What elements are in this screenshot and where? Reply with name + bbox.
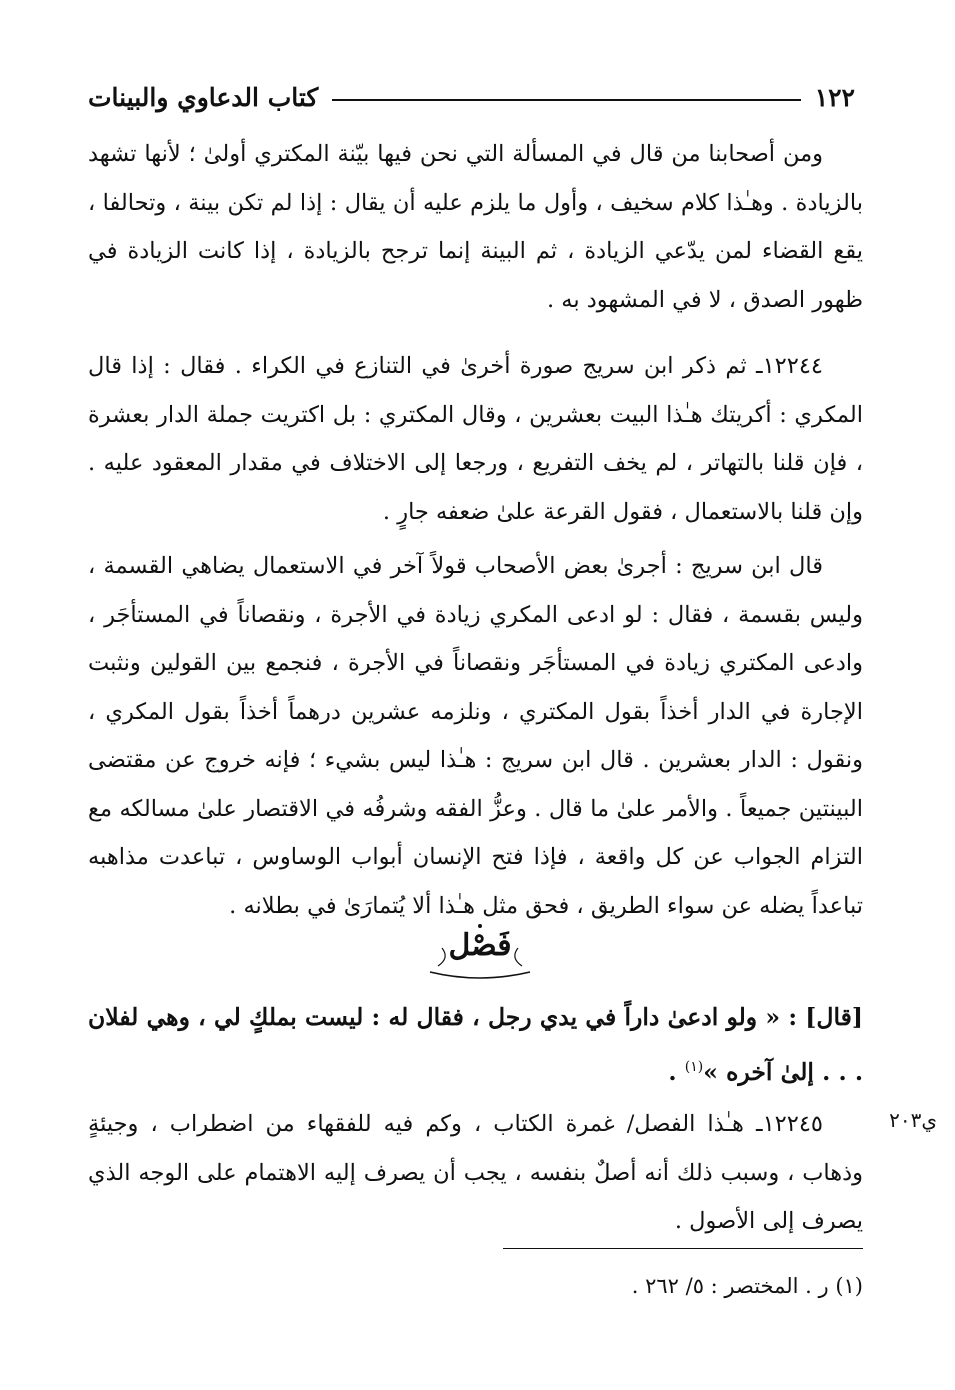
paragraph-1: ومن أصحابنا من قال في المسألة التي نحن فيها بيّنة المكتري أولىٰ ؛ لأنها تشهد بالزيادة . وهـٰذا كلام سخيف ، وأول ما يلزم عليه أن يقال : إذا لم تكن بينة ، وتحالفا ، يقع القضاء لمن يدّعي الزيادة ، ثم البينة إنما ترجح بالزيادة ، إذا كانت الزيادة في ظهور الصدق ، لا في المشهود به .	[88, 141, 863, 313]
footnote: (١) ر . المختصر : ٥/ ٢٦٢ .	[631, 1274, 863, 1298]
section-ornament	[420, 918, 540, 984]
book-title: كتاب الدعاوي والبينات	[88, 82, 319, 112]
footnote-divider	[503, 1248, 863, 1249]
paragraph-ibn-surayj: قال ابن سريج : أجرىٰ بعض الأصحاب قولاً آخر في الاستعمال يضاهي القسمة ، وليس بقسمة ، فقال : لو ادعى المكري زيادة في الأجرة ، ونقصاناً في المستأجَر ، وادعى المكتري زيادة في المستأجَر ونقصاناً في الأجرة ، فنجمع بين القولين ونثبت الإجارة في الدار أخذاً بقول المكتري ، ونلزمه عشرين درهماً أخذاً بقول المكري ، ونقول : الدار بعشرين . قال ابن سريج : هـٰذا ليس بشيء ؛ فإنه خروج عن مقتضى البينتين جميعاً . والأمر علىٰ ما قال . وعزُّ الفقه وشرفُه في الاقتصار علىٰ مسالكه مع التزام الجواب عن كل واقعة ، فإذا فتح الإنسان أبواب الوساوس ، تباعدت مذاهبه تباعداً يضله عن سواء الطريق ، فحق مثل هـٰذا ألا يُتمارَىٰ في بطلانه .	[88, 553, 863, 919]
running-header	[88, 80, 855, 114]
header-rule	[332, 99, 800, 101]
section-heading-fasl: فَصْل	[448, 928, 512, 963]
paragraph-12244: ١٢٢٤٤ـ ثم ذكر ابن سريج صورة أخرىٰ في التنازع في الكراء . فقال : إذا قال المكري : أكريتك هـٰذا البيت بعشرين ، وقال المكتري : بل اكتريت جملة الدار بعشرة ، فإن قلنا بالتهاتر ، لم يخف التفريع ، ورجعا إلى الاختلاف في مقدار المعقود عليه . وإن قلنا بالاستعمال ، فقول القرعة علىٰ ضعفه جارٍ .	[88, 353, 863, 525]
quote-end: .	[668, 1057, 677, 1086]
margin-reference: ي٢٠٣	[889, 1108, 937, 1132]
footnote-marker: (١)	[684, 1059, 704, 1075]
page-number: ١٢٢	[814, 82, 855, 112]
paragraph-12245: ١٢٢٤٥ـ هـٰذا الفصل/ غمرة الكتاب ، وكم فيه للفقهاء من اضطراب ، وجيئةٍ وذهاب ، وسبب ذلك أنه أصلٌ بنفسه ، يجب أن يصرف إليه الاهتمام على الوجه الذي يصرف إلى الأصول .	[88, 1111, 863, 1234]
quoted-text	[88, 992, 863, 1097]
main-text	[88, 130, 863, 930]
section-2-text	[88, 1100, 863, 1246]
quote-body: [قال] : « ولو ادعىٰ داراً في يدي رجل ، فقال له : ليست بملكٍ لي ، وهي لفلان . . . إلىٰ آخره »	[88, 1003, 863, 1086]
